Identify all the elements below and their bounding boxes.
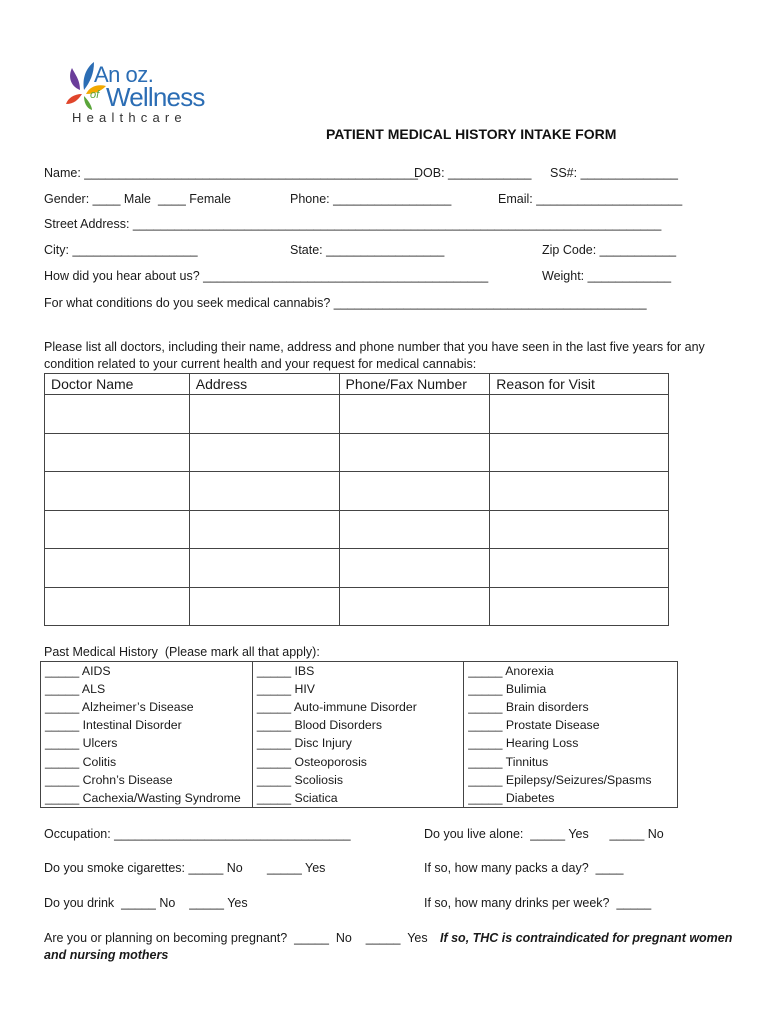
pmh-option[interactable]: _____ HIV — [252, 680, 463, 698]
pmh-option[interactable]: _____ Diabetes — [464, 789, 678, 808]
doctors-table — [44, 373, 669, 626]
col-reason: Reason for Visit — [490, 374, 669, 395]
logo-of: of — [90, 89, 100, 101]
doctors-intro-line2: condition related to your current health and your request for medical cannabis: — [44, 357, 477, 371]
table-row — [41, 680, 678, 698]
state-field[interactable]: State: _________________ — [290, 243, 445, 257]
table-row[interactable] — [45, 433, 669, 472]
pmh-heading: Past Medical History (Please mark all that apply): — [44, 645, 320, 659]
col-address: Address — [189, 374, 339, 395]
table-row[interactable] — [45, 587, 669, 626]
pmh-option[interactable]: _____ Brain disorders — [464, 698, 678, 716]
pmh-option[interactable]: _____ Auto-immune Disorder — [252, 698, 463, 716]
past-medical-history-table — [40, 661, 678, 808]
table-row — [41, 698, 678, 716]
pregnant-field[interactable]: Are you or planning on becoming pregnant? _____ No _____ Yes — [44, 931, 428, 945]
pmh-option[interactable]: _____ Bulimia — [464, 680, 678, 698]
pmh-option[interactable]: _____ Ulcers — [41, 734, 253, 752]
thc-warning-note: If so, THC is contraindicated for pregnant women — [440, 931, 733, 945]
table-row[interactable] — [45, 472, 669, 511]
pmh-option[interactable]: _____ Sciatica — [252, 789, 463, 808]
table-row — [41, 771, 678, 789]
pmh-option[interactable]: _____ IBS — [252, 662, 463, 681]
pmh-option[interactable]: _____ Alzheimer’s Disease — [41, 698, 253, 716]
live-alone-field[interactable]: Do you live alone: _____ Yes _____ No — [424, 827, 664, 841]
pmh-option[interactable]: _____ AIDS — [41, 662, 253, 681]
pmh-option[interactable]: _____ Blood Disorders — [252, 716, 463, 734]
smoke-field[interactable]: Do you smoke cigarettes: _____ No _____ Yes — [44, 861, 326, 875]
dob-field[interactable]: DOB: ____________ — [414, 166, 532, 180]
email-field[interactable]: Email: _____________________ — [498, 192, 683, 206]
pmh-option[interactable]: _____ Epilepsy/Seizures/Spasms — [464, 771, 678, 789]
occupation-field[interactable]: Occupation: __________________________________ — [44, 827, 351, 841]
pmh-option[interactable]: _____ Tinnitus — [464, 752, 678, 770]
pmh-option[interactable]: _____ Cachexia/Wasting Syndrome — [41, 789, 253, 808]
referral-field[interactable]: How did you hear about us? _________________________________________ — [44, 269, 489, 283]
pmh-option[interactable]: _____ Crohn’s Disease — [41, 771, 253, 789]
doctors-table-header — [45, 374, 669, 395]
table-row — [41, 662, 678, 681]
logo-wellness: Wellness — [106, 82, 205, 112]
table-row[interactable] — [45, 395, 669, 434]
pmh-option[interactable]: _____ ALS — [41, 680, 253, 698]
pmh-option[interactable]: _____ Scoliosis — [252, 771, 463, 789]
pmh-option[interactable]: _____ Osteoporosis — [252, 752, 463, 770]
col-phone-fax: Phone/Fax Number — [339, 374, 490, 395]
pmh-option[interactable]: _____ Intestinal Disorder — [41, 716, 253, 734]
zip-field[interactable]: Zip Code: ___________ — [542, 243, 677, 257]
doctors-intro-line1: Please list all doctors, including their name, address and phone number that you have seen in the last five years for any — [44, 340, 705, 354]
table-row[interactable] — [45, 549, 669, 588]
weight-field[interactable]: Weight: ____________ — [542, 269, 672, 283]
table-row[interactable] — [45, 510, 669, 549]
thc-warning-note-line2: and nursing mothers — [44, 948, 169, 962]
street-field[interactable]: Street Address: ____________________________________________________________________________ — [44, 217, 662, 231]
pmh-option[interactable]: _____ Anorexia — [464, 662, 678, 681]
drink-field[interactable]: Do you drink _____ No _____ Yes — [44, 896, 248, 910]
phone-field[interactable]: Phone: _________________ — [290, 192, 452, 206]
city-field[interactable]: City: __________________ — [44, 243, 198, 257]
pmh-option[interactable]: _____ Hearing Loss — [464, 734, 678, 752]
pmh-option[interactable]: _____ Prostate Disease — [464, 716, 678, 734]
pmh-option[interactable]: _____ Colitis — [41, 752, 253, 770]
packs-field[interactable]: If so, how many packs a day? ____ — [424, 861, 624, 875]
table-row — [41, 734, 678, 752]
table-row — [41, 789, 678, 808]
table-row — [41, 752, 678, 770]
table-row — [41, 716, 678, 734]
form-title: PATIENT MEDICAL HISTORY INTAKE FORM — [326, 126, 617, 142]
pmh-option[interactable]: _____ Disc Injury — [252, 734, 463, 752]
conditions-field[interactable]: For what conditions do you seek medical cannabis? _____________________________________________ — [44, 296, 647, 310]
logo-line1: An oz. — [94, 62, 154, 87]
company-logo — [66, 60, 236, 130]
drinks-per-week-field[interactable]: If so, how many drinks per week? _____ — [424, 896, 652, 910]
gender-field[interactable]: Gender: ____ Male ____ Female — [44, 192, 231, 206]
ssn-field[interactable]: SS#: ______________ — [550, 166, 678, 180]
logo-healthcare: Healthcare — [72, 110, 187, 125]
name-field[interactable]: Name: ________________________________________________ — [44, 166, 418, 180]
col-doctor-name: Doctor Name — [45, 374, 190, 395]
